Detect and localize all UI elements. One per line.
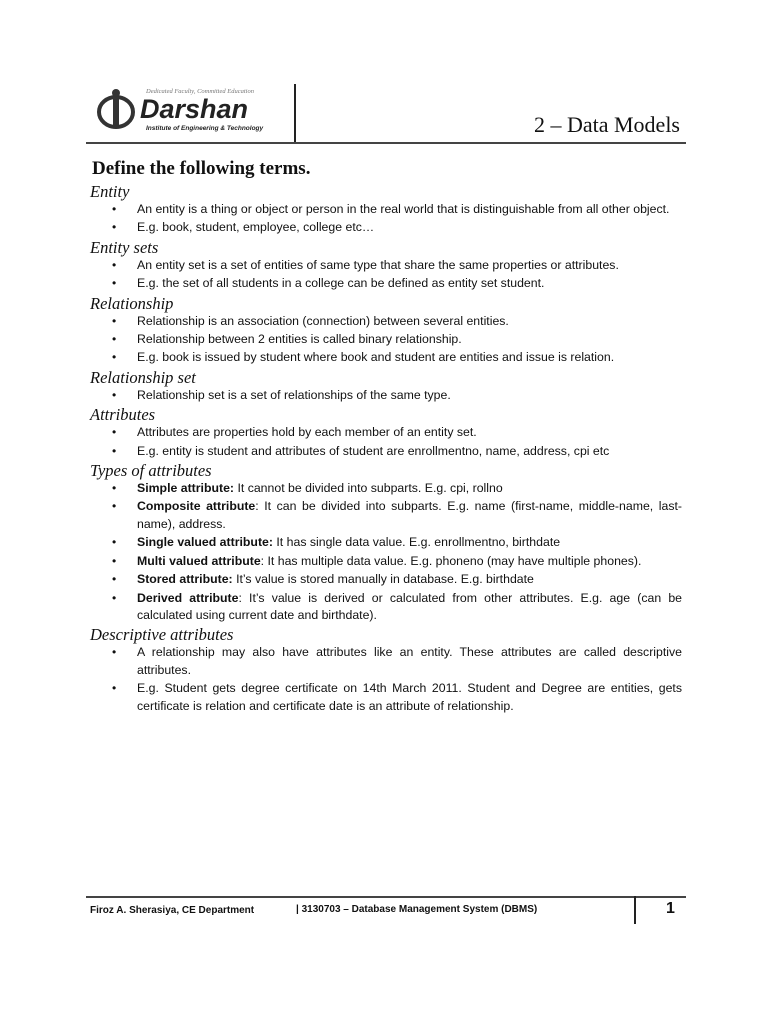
- list-item: [90, 275, 682, 292]
- logo-name: Darshan: [140, 94, 249, 124]
- list-item: [90, 349, 682, 366]
- bullet-icon: •: [112, 681, 117, 696]
- section-heading: Relationship: [90, 293, 174, 313]
- section-heading: Types of attributes: [90, 461, 212, 481]
- bullet-icon: •: [112, 387, 117, 402]
- item-text: It cannot be divided into subparts. E.g. cpi, rollno: [234, 481, 503, 496]
- footer-author: Firoz A. Sherasiya, CE Department: [90, 905, 255, 916]
- section-heading: Relationship set: [90, 367, 196, 387]
- footer-course: | 3130703 – Database Management System (DBMS): [296, 904, 538, 915]
- item-text: An entity is a thing or object or person in the real world that is distinguishable from all other object.: [137, 202, 670, 216]
- list-item: [90, 571, 682, 588]
- list-item: [90, 424, 682, 441]
- list-item: [90, 534, 682, 551]
- list-item: [90, 590, 682, 625]
- bullet-icon: •: [112, 443, 117, 458]
- header-divider: [294, 84, 296, 142]
- item-text: E.g. the set of all students in a college can be defined as entity set student.: [137, 276, 545, 291]
- bullet-icon: •: [112, 572, 117, 587]
- item-text: E.g. Student gets degree certificate on 14th March 2011. Student and Degree are entities, gets certificate is relation and certificate date is an attribute of relationship.: [137, 681, 682, 713]
- item-text: E.g. book is issued by student where book and student are entities and issue is relation.: [137, 350, 615, 365]
- item-text: It’s value is stored manually in database. E.g. birthdate: [232, 572, 534, 587]
- definitions-list: [90, 182, 682, 715]
- list-item: [90, 498, 682, 533]
- item-text: Relationship is an association (connection) between several entities.: [137, 313, 509, 328]
- section-heading: Attributes: [90, 405, 156, 425]
- term-label: Stored attribute:: [137, 572, 233, 587]
- item-text: Attributes are properties hold by each member of an entity set.: [137, 425, 477, 440]
- page-number: 1: [666, 900, 675, 917]
- bullet-icon: •: [112, 481, 117, 496]
- chapter-title: 2 – Data Models: [533, 112, 680, 137]
- list-item: [90, 331, 682, 348]
- darshan-logo: [94, 84, 294, 138]
- bullet-icon: •: [112, 499, 117, 514]
- bullet-icon: •: [112, 220, 117, 235]
- logo-subtitle: Institute of Engineering & Technology: [146, 125, 264, 132]
- bullet-icon: •: [112, 332, 117, 347]
- bullet-icon: •: [112, 313, 117, 328]
- term-label: Composite attribute: [137, 499, 256, 514]
- term-label: Derived attribute: [137, 590, 239, 605]
- list-item: [90, 644, 682, 679]
- term-label: Multi valued attribute: [137, 553, 261, 568]
- header-rule: [86, 142, 686, 144]
- bullet-icon: •: [112, 425, 117, 440]
- bullet-list: [90, 201, 682, 237]
- main-content: [90, 158, 682, 716]
- list-item: [90, 201, 682, 218]
- bullet-icon: •: [112, 553, 117, 568]
- item-text: : It can be divided into subparts. E.g. name (first-name, middle-name, last-name), address.: [137, 499, 682, 531]
- bullet-list: [90, 313, 682, 367]
- bullet-list: [90, 480, 682, 624]
- item-text: A relationship may also have attributes like an entity. These attributes are called descriptive attributes.: [137, 645, 682, 677]
- list-item: [90, 313, 682, 330]
- bullet-icon: •: [112, 276, 117, 291]
- list-item: [90, 680, 682, 715]
- item-text: Relationship set is a set of relationships of the same type.: [137, 387, 451, 402]
- footer-rule: [86, 896, 686, 898]
- bullet-icon: •: [112, 257, 117, 272]
- bullet-list: [90, 387, 682, 404]
- item-text: E.g. book, student, employee, college etc…: [137, 220, 375, 235]
- list-item: [90, 480, 682, 497]
- bullet-icon: •: [112, 590, 117, 605]
- list-item: [90, 219, 682, 236]
- bullet-icon: •: [112, 645, 117, 660]
- item-text: : It has multiple data value. E.g. phoneno (may have multiple phones).: [260, 553, 642, 568]
- bullet-icon: •: [112, 350, 117, 365]
- item-text: E.g. entity is student and attributes of student are enrollmentno, name, address, cpi etc: [137, 443, 610, 458]
- item-text: Relationship between 2 entities is called binary relationship.: [137, 332, 462, 347]
- item-text: : It’s value is derived or calculated from other attributes. E.g. age (can be calculated using current date and birthdate).: [137, 590, 682, 622]
- bullet-icon: •: [112, 202, 117, 216]
- section-heading: Entity sets: [90, 237, 159, 257]
- page-title: Define the following terms.: [92, 158, 311, 179]
- term-label: Simple attribute:: [137, 481, 235, 496]
- section-heading: Entity: [90, 182, 130, 201]
- bullet-icon: •: [112, 535, 117, 550]
- list-item: [90, 257, 682, 274]
- bullet-list: [90, 644, 682, 715]
- item-text: An entity set is a set of entities of same type that share the same properties or attributes.: [137, 257, 619, 272]
- list-item: [90, 443, 682, 460]
- list-item: [90, 553, 682, 570]
- bullet-list: [90, 257, 682, 293]
- item-text: It has single data value. E.g. enrollmentno, birthdate: [272, 535, 561, 550]
- list-item: [90, 387, 682, 404]
- footer-divider: [634, 896, 636, 924]
- bullet-list: [90, 424, 682, 460]
- term-label: Single valued attribute:: [137, 535, 273, 550]
- section-heading: Descriptive attributes: [90, 625, 234, 645]
- darshan-logo-icon: [94, 84, 294, 138]
- logo-tagline: Dedicated Faculty, Committed Education: [146, 88, 254, 95]
